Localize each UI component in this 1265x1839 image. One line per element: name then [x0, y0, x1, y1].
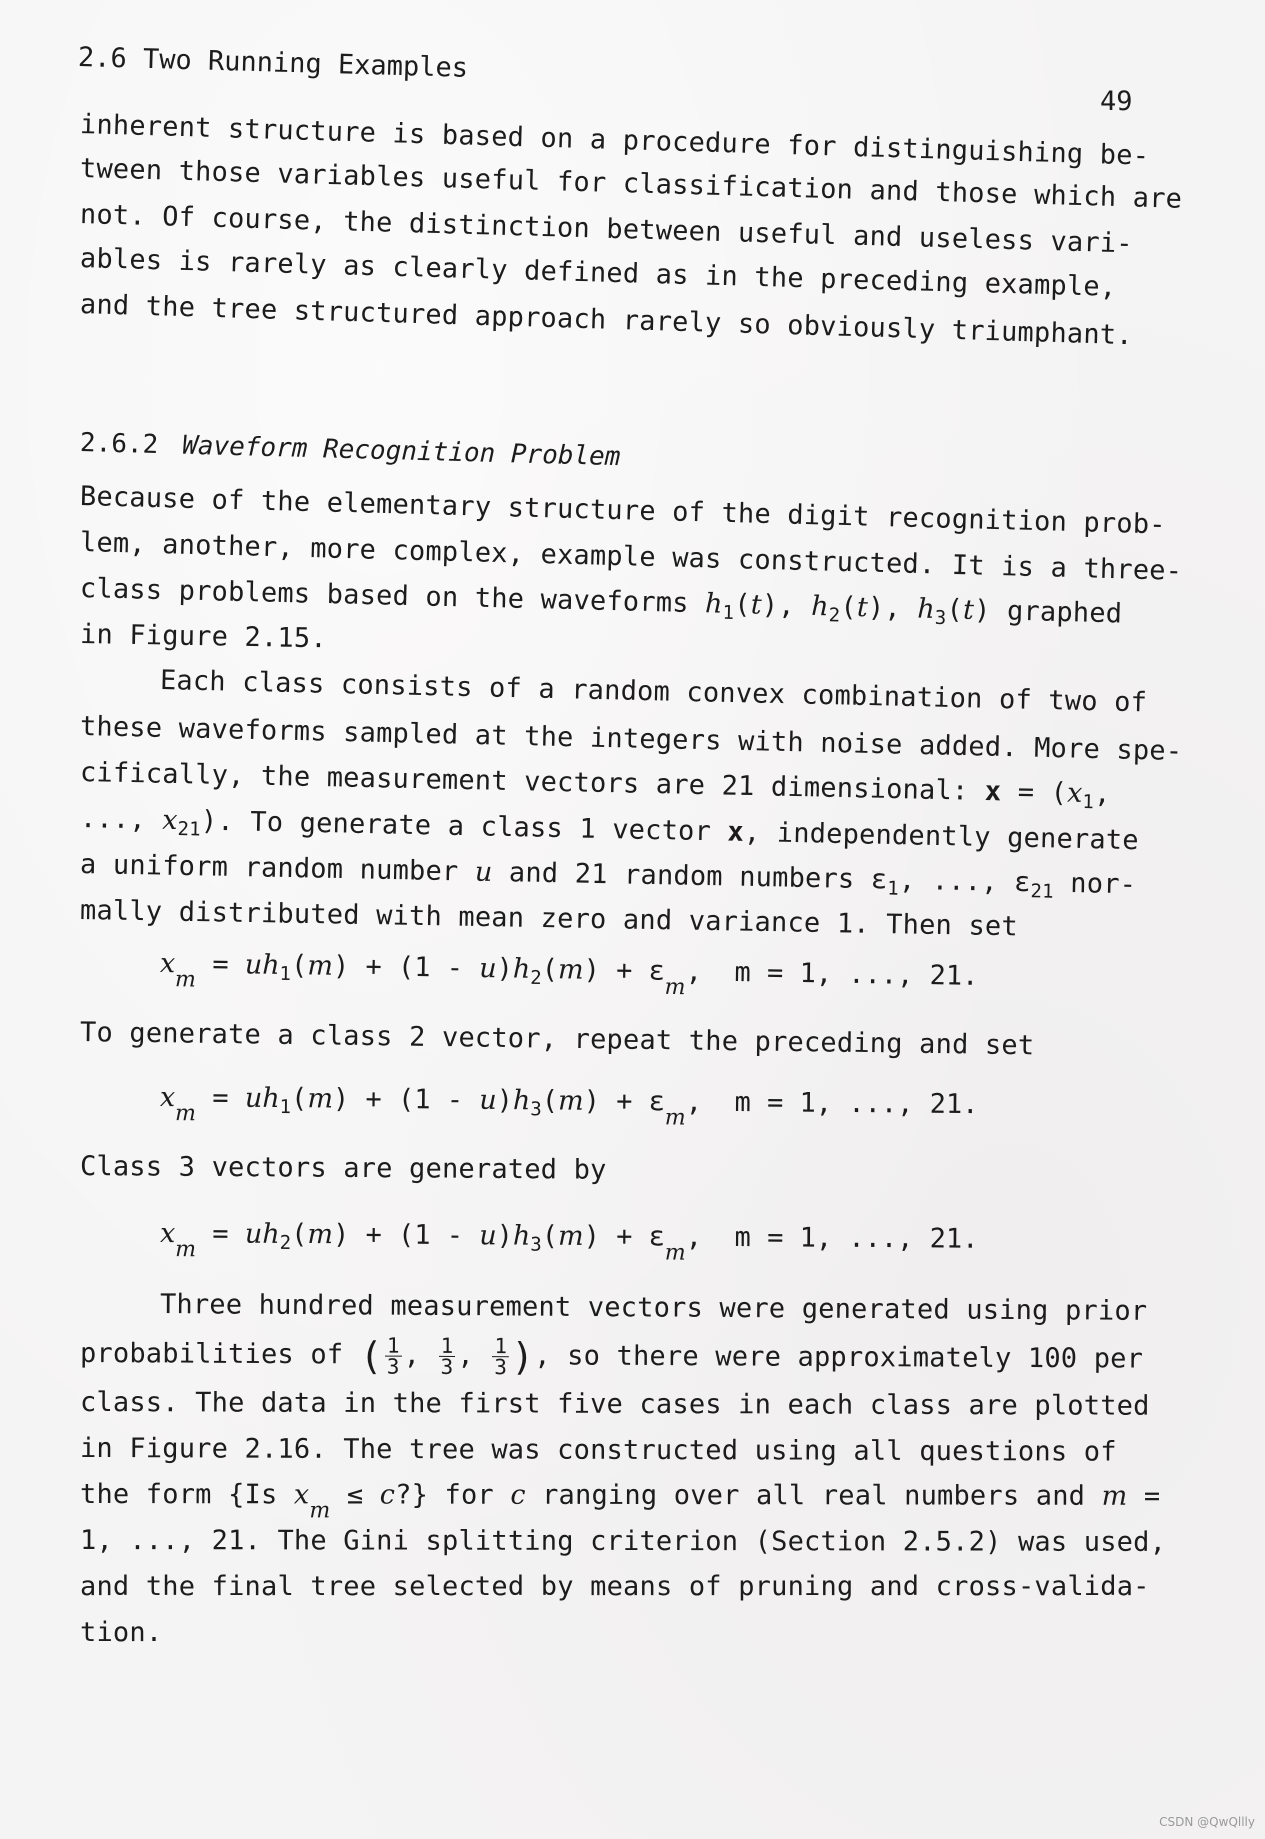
text-span: , so there were approximately 100 per: [534, 1340, 1144, 1375]
fraction-prior-2: $\frac{1}{3}$: [440, 1333, 454, 1379]
section-title: Waveform Recognition Problem: [181, 430, 621, 473]
page-number: 49: [1100, 86, 1133, 117]
text-line: inherent structure is based on a procedure for distinguishing be-: [79, 109, 1150, 172]
text-span: =: [1127, 1480, 1161, 1512]
text-line: a uniform random number u and 21 random numbers $\varepsilon_1$, ..., $\varepsilon_{21}$ nor-: [79, 849, 1137, 903]
text-span: , independently generate: [743, 816, 1140, 857]
equation-class-2: $x_m = uh_1(m) + (1 - u)h_3(m) + \varepsilon_m$, m = 1, ..., 21.: [159, 1082, 979, 1131]
text-line: 1, ..., 21. The Gini splitting criterion (Section 2.5.2) was used,: [79, 1525, 1167, 1558]
text-line: ..., $x_{21}$). To generate a class 1 vector x, independently generate: [79, 803, 1140, 857]
text-span: nor-: [1053, 867, 1137, 901]
section-number: 2.6.2: [79, 428, 159, 461]
math-vector-x: x: [984, 775, 1002, 808]
subscript: 2: [530, 966, 542, 989]
subscript: 1: [279, 1096, 292, 1119]
text-span: graphed: [990, 595, 1123, 630]
text-line: To generate a class 2 vector, repeat the preceding and set: [79, 1017, 1035, 1062]
equation-range: m = 1, ..., 21.: [734, 1087, 979, 1121]
text-line: Because of the elementary structure of the digit recognition prob-: [79, 481, 1167, 541]
text-line: class problems based on the waveforms $h_1(t)$, $h_2(t)$, $h_3(t)$ graphed: [79, 573, 1123, 630]
text-line: cifically, the measurement vectors are 21 dimensional: $x = (x_1$,: [79, 757, 1111, 814]
text-span: ). To generate a class 1 vector: [200, 805, 728, 848]
text-line: probabilities of ( $\frac{1}{3}$ , $\frac{1}{3}$ , $\frac{1}{3}$ ), so there were approximately 100 per: [79, 1333, 1144, 1380]
text-line: in Figure 2.15.: [79, 619, 328, 655]
math-vector-x: x: [727, 816, 745, 848]
fraction-prior-3: $\frac{1}{3}$: [494, 1334, 508, 1380]
text-line: tween those variables useful for classification and those which are: [79, 153, 1183, 215]
text-line: these waveforms sampled at the integers with noise added. More spe-: [79, 711, 1183, 768]
text-line: and the final tree selected by means of pruning and cross-valida-: [80, 1571, 1150, 1602]
text-line: lem, another, more complex, example was constructed. It is a three-: [79, 527, 1183, 587]
equation-range: m = 1, ..., 21.: [734, 1222, 979, 1255]
subscript: 3: [530, 1098, 542, 1121]
text-span: ranging over all real numbers and: [525, 1479, 1102, 1512]
section-heading: [80, 428, 621, 472]
equation-range: m = 1, ..., 21.: [734, 957, 979, 992]
text-line: and the tree structured approach rarely so obviously triumphant.: [79, 289, 1134, 352]
text-line: the form {Is $x_m$ ≤ c?} for c ranging over all real numbers and m =: [79, 1479, 1161, 1524]
math-h1: $h_1(t)$: [704, 588, 779, 624]
subscript: 1: [279, 962, 292, 986]
equation-class-1: $x_m = uh_1(m) + (1 - u)h_2(m) + \varepsilon_m$, m = 1, ..., 21.: [159, 948, 979, 1001]
text-span: probabilities of: [79, 1338, 360, 1371]
text-line: ables is rarely as clearly defined as in the preceding example,: [79, 243, 1117, 303]
text-span: and 21 random numbers: [492, 856, 872, 896]
text-line: Each class consists of a random convex combination of two of: [159, 665, 1148, 719]
text-span: for: [428, 1479, 511, 1511]
equation-class-3: $x_m = uh_2(m) + (1 - u)h_3(m) + \varepsilon_m$, m = 1, ..., 21.: [159, 1218, 979, 1266]
math-h3: $h_3(t)$: [917, 593, 991, 630]
text-span: class problems based on the waveforms: [79, 573, 706, 620]
text-line: Class 3 vectors are generated by: [79, 1151, 607, 1186]
text-span: cifically, the measurement vectors are 21 dimensional:: [79, 757, 986, 807]
running-head: 2.6 Two Running Examples: [77, 42, 469, 84]
text-line: tion.: [80, 1617, 163, 1648]
text-span: the form {Is: [79, 1479, 294, 1511]
subscript: 3: [530, 1233, 542, 1256]
fraction-prior-1: $\frac{1}{3}$: [386, 1333, 400, 1379]
text-line: not. Of course, the distinction between useful and useless vari-: [79, 199, 1134, 260]
math-h2: $h_2(t)$: [810, 590, 885, 627]
text-span: a uniform random number: [79, 849, 476, 888]
text-line: in Figure 2.16. The tree was constructed using all questions of: [79, 1433, 1117, 1468]
text-line: class. The data in the first five cases in each class are plotted: [79, 1387, 1150, 1422]
text-line: mally distributed with mean zero and variance 1. Then set: [79, 895, 1019, 943]
watermark: CSDN @QwQllly: [1159, 1815, 1255, 1829]
subscript: 2: [279, 1231, 292, 1254]
text-line: Three hundred measurement vectors were generated using prior: [159, 1289, 1148, 1327]
